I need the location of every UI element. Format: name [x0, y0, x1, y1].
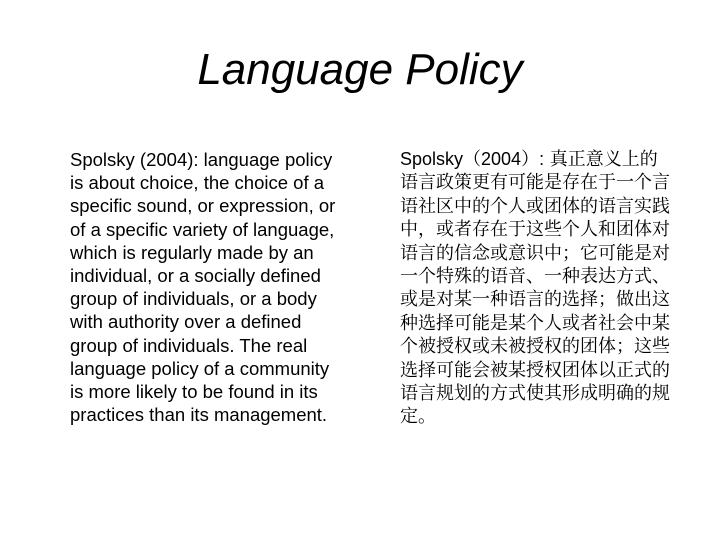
slide-title: Language Policy: [197, 45, 523, 94]
english-paragraph: Spolsky (2004): language policy is about choice, the choice of a specific sound, or expression, or of a specific variety of language, which is regularly made by an individual, or a socially defined group of individuals, or a body with authority over a defined group of individuals. The real language policy of a community is more likely to be found in its practices than its management.: [70, 149, 336, 426]
chinese-paragraph-citation: Spolsky（2004）:: [400, 149, 545, 169]
chinese-paragraph-body: 真正意义上的语言政策更有可能是存在于一个言语社区中的个人或团体的语言实践中，或者存在于这些个人和团体对语言的信念或意识中；它可能是对一个特殊的语音、一种表达方式、或是对某一种语言的选择；做出这种选择可能是某个人或者社会中某个被授权或未被授权的团体；这些选择可能会被某授权团体以正式的语言规划的方式使其形成明确的规定。: [400, 149, 670, 428]
chinese-paragraph: [400, 148, 672, 429]
